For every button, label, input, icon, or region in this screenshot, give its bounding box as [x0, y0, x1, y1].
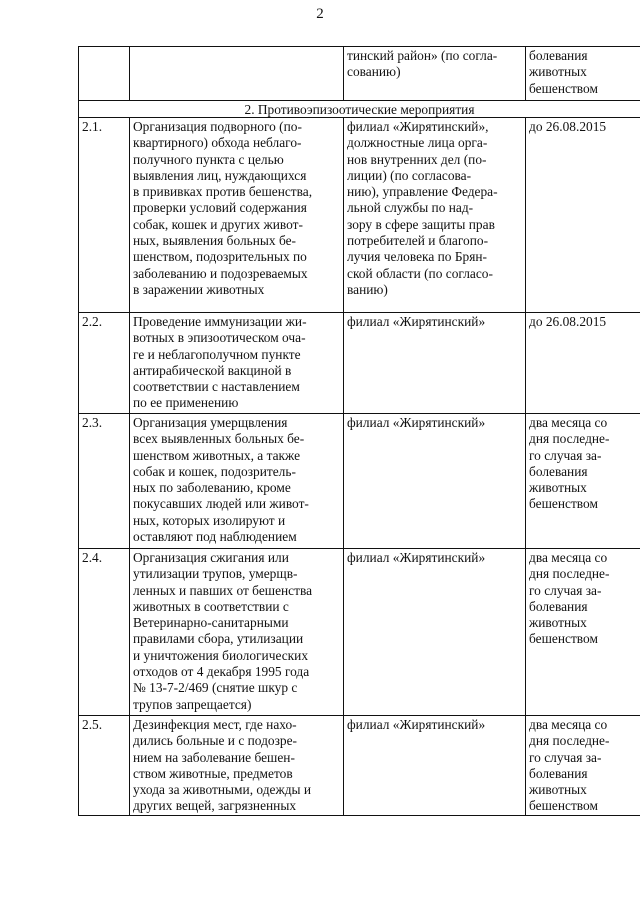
text-line: дились больные и с подозре-: [133, 733, 297, 749]
text-line: по ее применению: [133, 395, 239, 411]
text-line: шенством животных, а также: [133, 447, 301, 463]
text-line: го случая за-: [529, 749, 602, 765]
text-line: правилами сбора, утилизации: [133, 631, 304, 647]
text-line: животных: [529, 64, 587, 80]
text-line: нию), управление Федера-: [347, 184, 498, 200]
text-line: Ветеринарно-санитарными: [133, 615, 289, 631]
text-line: лучия человека по Брян-: [347, 249, 487, 265]
text-line: животных: [529, 615, 587, 631]
text-line: соответствии с наставлением: [133, 379, 300, 395]
text-line: заболеванию и подозреваемых: [133, 265, 308, 281]
text-line: должностные лица орга-: [347, 135, 488, 151]
cell-action: [130, 313, 344, 414]
text-line: ных, выявления больных бе-: [133, 233, 297, 249]
text-line: го случая за-: [529, 582, 602, 598]
cell-action: [130, 414, 344, 549]
text-line: до 26.08.2015: [529, 314, 607, 329]
text-line: лиции) (по согласова-: [347, 167, 472, 183]
text-line: бешенством: [529, 798, 598, 814]
text-line: антирабической вакциной в: [133, 362, 292, 378]
text-line: потребителей и благопо-: [347, 233, 489, 249]
text-line: в прививках против бешенства,: [133, 184, 313, 200]
cell-deadline: [526, 716, 640, 816]
text-line: болевания: [529, 765, 588, 781]
text-line: бешенством: [529, 496, 598, 512]
table-row: [79, 313, 640, 414]
cell-action: [130, 549, 344, 716]
row-number: 2.5.: [79, 716, 130, 816]
text-line: бешенством: [529, 80, 598, 96]
text-line: два месяца со: [529, 550, 608, 565]
cell-deadline: [526, 549, 640, 716]
text-line: выявления лиц, нуждающихся: [133, 167, 307, 183]
text-line: других вещей, загрязненных: [133, 798, 297, 814]
text-line: и уничтожения биологических: [133, 647, 309, 663]
text-line: № 13-7-2/469 (снятие шкур с: [133, 680, 298, 696]
cell-deadline: [526, 47, 640, 101]
cell-responsible: [344, 549, 526, 716]
cell-responsible: [344, 313, 526, 414]
cell-responsible: [344, 47, 526, 101]
text-line: филиал «Жирятинский»,: [347, 119, 489, 134]
text-line: ных по заболеванию, кроме: [133, 480, 291, 496]
text-line: оставляют под наблюдением: [133, 529, 297, 545]
section-title: 2. Противоэпизоотические мероприятия: [79, 101, 640, 118]
text-line: до 26.08.2015: [529, 119, 607, 134]
text-line: ленных и павших от бешенства: [133, 582, 313, 598]
text-line: бешенством: [529, 631, 598, 647]
text-line: го случая за-: [529, 447, 602, 463]
text-line: трупов запрещается): [133, 696, 252, 712]
text-line: болевания: [529, 598, 588, 614]
cell-deadline: [526, 313, 640, 414]
table-row-continued: [79, 47, 640, 101]
text-line: зору в сфере защиты прав: [347, 216, 495, 232]
table-row: [79, 716, 640, 816]
text-line: филиал «Жирятинский»: [347, 717, 486, 732]
text-line: тинский район» (по согла-: [347, 48, 498, 63]
row-number: 2.4.: [79, 549, 130, 716]
text-line: два месяца со: [529, 717, 608, 732]
text-line: льной службы по над-: [347, 200, 474, 216]
text-line: проверки условий содержания: [133, 200, 307, 216]
text-line: нов внутренних дел (по-: [347, 151, 487, 167]
text-line: утилизации трупов, умерщв-: [133, 566, 298, 582]
text-line: сованию): [347, 64, 401, 80]
cell-responsible: [344, 118, 526, 313]
cell-deadline: [526, 414, 640, 549]
text-line: собак и кошек, подозритель-: [133, 463, 296, 479]
text-line: филиал «Жирятинский»: [347, 314, 486, 329]
cell-action: [130, 716, 344, 816]
table-row: [79, 414, 640, 549]
text-line: животных в соответствии с: [133, 598, 289, 614]
row-number: 2.2.: [79, 313, 130, 414]
text-line: дня последне-: [529, 733, 610, 749]
text-line: отходов от 4 декабря 1995 года: [133, 664, 310, 680]
text-line: болевания: [529, 463, 588, 479]
cell-num: [79, 47, 130, 101]
row-number: 2.1.: [79, 118, 130, 313]
text-line: ской области (по согласо-: [347, 265, 493, 281]
text-line: два месяца со: [529, 415, 608, 430]
measures-table: [78, 46, 640, 816]
cell-action: [130, 118, 344, 313]
text-line: собак, кошек и других живот-: [133, 216, 303, 232]
text-line: дня последне-: [529, 431, 610, 447]
table-row: [79, 118, 640, 313]
text-line: ухода за животными, одежды и: [133, 782, 312, 798]
text-line: в заражении животных: [133, 281, 265, 297]
text-line: покусавших людей или живот-: [133, 496, 309, 512]
text-line: ством животные, предметов: [133, 765, 293, 781]
text-line: Проведение иммунизации жи-: [133, 314, 307, 329]
cell-action: [130, 47, 344, 101]
text-line: ных, которых изолируют и: [133, 512, 286, 528]
table-row: [79, 549, 640, 716]
text-line: Дезинфекция мест, где нахо-: [133, 717, 297, 732]
row-number: 2.3.: [79, 414, 130, 549]
text-line: болевания: [529, 48, 588, 63]
text-line: филиал «Жирятинский»: [347, 550, 486, 565]
text-line: Организация умерщвления: [133, 415, 288, 430]
text-line: нием на заболевание бешен-: [133, 749, 295, 765]
text-line: дня последне-: [529, 566, 610, 582]
cell-responsible: [344, 414, 526, 549]
cell-responsible: [344, 716, 526, 816]
text-line: животных: [529, 782, 587, 798]
text-line: вотных в эпизоотическом оча-: [133, 330, 306, 346]
section-header-row: [79, 101, 640, 118]
text-line: филиал «Жирятинский»: [347, 415, 486, 430]
text-line: ге и неблагополучном пункте: [133, 346, 301, 362]
text-line: всех выявленных больных бе-: [133, 431, 305, 447]
text-line: животных: [529, 480, 587, 496]
text-line: получного пункта с целью: [133, 151, 284, 167]
text-line: ванию): [347, 281, 388, 297]
page-number: 2: [316, 6, 324, 22]
text-line: Организация подворного (по-: [133, 119, 302, 134]
cell-deadline: [526, 118, 640, 313]
text-line: шенством, подозрительных по: [133, 249, 307, 265]
text-line: Организация сжигания или: [133, 550, 289, 565]
text-line: квартирного) обхода неблаго-: [133, 135, 302, 151]
